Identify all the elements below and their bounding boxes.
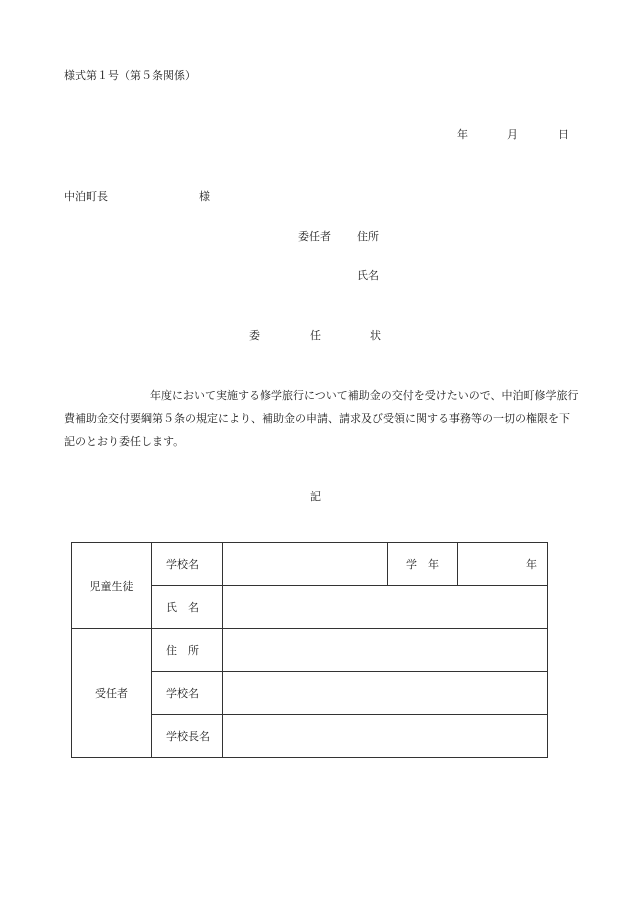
principal-name-field[interactable] bbox=[223, 715, 548, 758]
student-name-label: 氏 名 bbox=[152, 586, 223, 629]
body-text: 年度において実施する修学旅行について補助金の交付を受けたいので、中泊町修学旅行費補助金交付要綱第５条の規定により、補助金の申請、請求及び受領に関する事務等の一切の権限を下記のとおり委任します。 bbox=[64, 389, 579, 448]
date-day-label: 日 bbox=[558, 128, 569, 141]
school-name-field[interactable] bbox=[223, 543, 388, 586]
addressee-name: 中泊町長 bbox=[64, 190, 108, 203]
grade-field[interactable]: 年 bbox=[458, 543, 548, 586]
table-row bbox=[72, 629, 548, 672]
date-year-label: 年 bbox=[457, 128, 468, 141]
delegatee-school-label: 学校名 bbox=[152, 672, 223, 715]
ki-label: 記 bbox=[310, 490, 321, 503]
form-number: 様式第１号（第５条関係） bbox=[64, 69, 196, 82]
address-label: 住 所 bbox=[152, 629, 223, 672]
document-title-char: 委 bbox=[249, 329, 260, 342]
delegator-address-label: 住所 bbox=[357, 230, 379, 243]
student-group-label: 児童生徒 bbox=[72, 543, 152, 629]
detail-table bbox=[71, 542, 548, 758]
addressee-honorific: 様 bbox=[199, 190, 210, 203]
address-field[interactable] bbox=[223, 629, 548, 672]
document-title-char: 状 bbox=[370, 329, 381, 342]
student-name-field[interactable] bbox=[223, 586, 548, 629]
delegatee-group-label: 受任者 bbox=[72, 629, 152, 758]
grade-label: 学 年 bbox=[388, 543, 458, 586]
school-name-label: 学校名 bbox=[152, 543, 223, 586]
principal-name-label: 学校長名 bbox=[152, 715, 223, 758]
delegator-label: 委任者 bbox=[298, 230, 331, 243]
table-row bbox=[72, 543, 548, 586]
body-paragraph bbox=[64, 384, 580, 453]
document-title-char: 任 bbox=[310, 329, 321, 342]
delegator-name-label: 氏名 bbox=[357, 269, 379, 282]
date-month-label: 月 bbox=[507, 128, 518, 141]
delegatee-school-field[interactable] bbox=[223, 672, 548, 715]
